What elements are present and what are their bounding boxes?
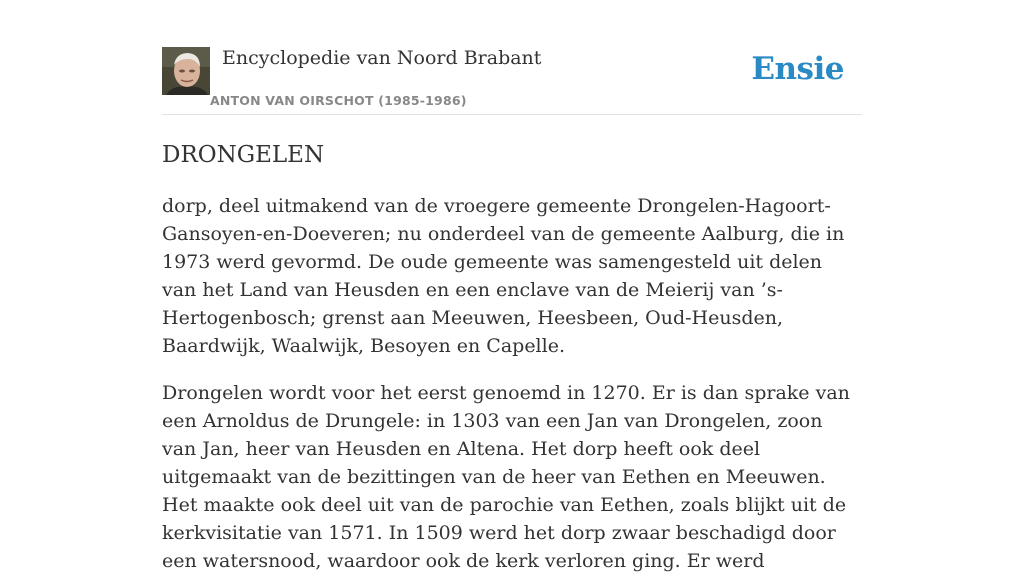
brand-logo[interactable]: Ensie	[751, 51, 844, 87]
author-portrait-icon	[162, 47, 210, 95]
article-paragraph-2: Drongelen wordt voor het eerst genoemd in 1270. Er is dan sprake van een Arnoldus de Drungele: in 1303 van een Jan van Drongelen, zoon van Jan, heer van Heusden en Altena. Het dorp heeft ook deel uitgemaakt van de bezittingen van de heer van Eethen en Meeuwen. Het maakte ook deel uit van de parochie van Eethen, zoals blijkt uit de kerkvisitatie van 1571. In 1509 werd het dorp zwaar beschadigd door een watersnood, waardoor ook de kerk verloren ging. Er werd	[162, 382, 850, 572]
page-header	[162, 47, 862, 115]
article-paragraph-1: dorp, deel uitmakend van de vroegere gemeente Drongelen-Hagoort-Gansoyen-en-Doeveren; nu onderdeel van de gemeente Aalburg, die in 1973 werd gevormd. De oude gemeente was samengesteld uit delen van het Land van Heusden en een enclave van de Meierij van ’s-Hertogenbosch; grenst aan Meeuwen, Heesbeen, Oud-Heusden, Baardwijk, Waalwijk, Besoyen en Capelle.	[162, 195, 845, 357]
article	[162, 139, 862, 575]
article-title: DRONGELEN	[162, 142, 325, 168]
author-name[interactable]: ANTON VAN OIRSCHOT (1985-1986)	[210, 93, 467, 108]
publication-title[interactable]: Encyclopedie van Noord Brabant	[222, 47, 542, 69]
author-avatar[interactable]	[162, 47, 210, 95]
